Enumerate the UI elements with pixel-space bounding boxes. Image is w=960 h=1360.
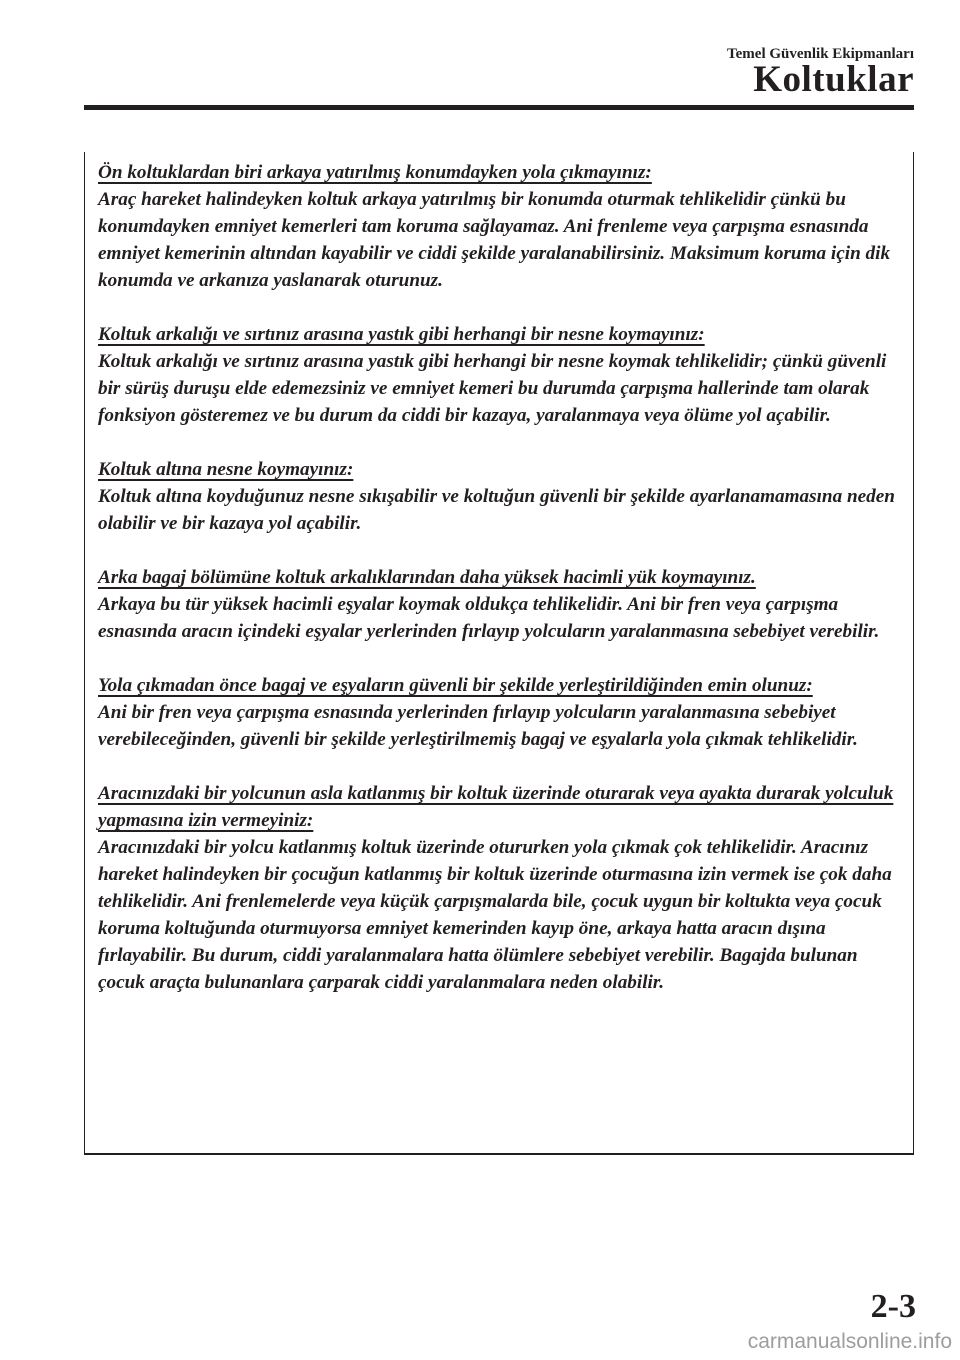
- warning-heading: Yola çıkmadan önce bagaj ve eşyaların güvenli bir şekilde yerleştirildiğinden emin olunuz:: [98, 675, 813, 696]
- warning-item: [98, 780, 903, 996]
- warning-item: [98, 672, 903, 753]
- warning-heading: Koltuk arkalığı ve sırtınız arasına yastık gibi herhangi bir nesne koymayınız:: [98, 324, 705, 345]
- page-title: Koltuklar: [753, 59, 914, 100]
- warning-text: Aracınızdaki bir yolcu katlanmış koltuk üzerinde otururken yola çıkmak çok tehlikelidir. Aracınız hareket halindeyken bir çocuğun katlanmış bir koltuk üzerinde oturmasına izin vermek ise çok daha tehlikelidir. Ani frenlemelerde veya küçük çarpışmalarda bile, çocuk uygun bir koltukta veya çocuk koruma koltuğunda oturmuyorsa emniyet kemerinden kayıp öne, arkaya hatta aracın dışına fırlayabilir. Bu durum, ciddi yaralanmalara hatta ölümlere sebebiyet verebilir. Bagajda bulunan çocuk araçta bulunanlara çarparak ciddi yaralanmalara neden olabilir.: [98, 837, 892, 993]
- header-rule: [84, 105, 914, 110]
- section-label: Temel Güvenlik Ekipmanları: [727, 46, 914, 62]
- warning-body: [98, 159, 903, 996]
- warning-text: Araç hareket halindeyken koltuk arkaya yatırılmış bir konumda oturmak tehlikelidir çünkü bu konumdayken emniyet kemerleri tam koruma sağlayamaz. Ani frenleme veya çarpışma esnasında emniyet kemerinin altından kayabilir ve ciddi şekilde yaralanabilirsiniz. Maksimum koruma için dik konumda ve arkanıza yaslanarak oturunuz.: [98, 189, 891, 291]
- warning-heading: Ön koltuklardan biri arkaya yatırılmış konumdayken yola çıkmayınız:: [98, 162, 652, 183]
- warning-heading: Aracınızdaki bir yolcunun asla katlanmış bir koltuk üzerinde oturarak veya ayakta durarak yolculuk yapmasına izin vermeyiniz:: [98, 783, 894, 831]
- warning-item: [98, 564, 903, 645]
- page-number: 2-3: [870, 1288, 916, 1325]
- warning-text: Koltuk altına koyduğunuz nesne sıkışabilir ve koltuğun güvenli bir şekilde ayarlanamamasına neden olabilir ve bir kazaya yol açabilir.: [98, 486, 895, 534]
- warning-item: [98, 159, 903, 294]
- warning-heading: Koltuk altına nesne koymayınız:: [98, 459, 354, 480]
- warning-text: Koltuk arkalığı ve sırtınız arasına yastık gibi herhangi bir nesne koymak tehlikelidir; çünkü güvenli bir sürüş duruşu elde edemezsiniz ve emniyet kemeri bu durumda çarpışma hallerinde tam olarak fonksiyon gösteremez ve bu durum da ciddi bir kazaya, yaralanmaya veya ölüme yol açabilir.: [98, 351, 887, 426]
- warning-text: Ani bir fren veya çarpışma esnasında yerlerinden fırlayıp yolcuların yaralanmasına sebebiyet verebileceğinden, güvenli bir şekilde yerleştirilmemiş bagaj ve eşyalarla yola çıkmak tehlikelidir.: [98, 702, 858, 750]
- warning-text: Arkaya bu tür yüksek hacimli eşyalar koymak oldukça tehlikelidir. Ani bir fren veya çarpışma esnasında aracın içindeki eşyalar yerlerinden fırlayıp yolcuların yaralanmasına sebebiyet verebilir.: [98, 594, 880, 642]
- warning-item: [98, 321, 903, 429]
- watermark-link[interactable]: carmanualsonline.info: [747, 1330, 952, 1353]
- warning-heading: Arka bagaj bölümüne koltuk arkalıklarından daha yüksek hacimli yük koymayınız.: [98, 567, 756, 588]
- warning-item: [98, 456, 903, 537]
